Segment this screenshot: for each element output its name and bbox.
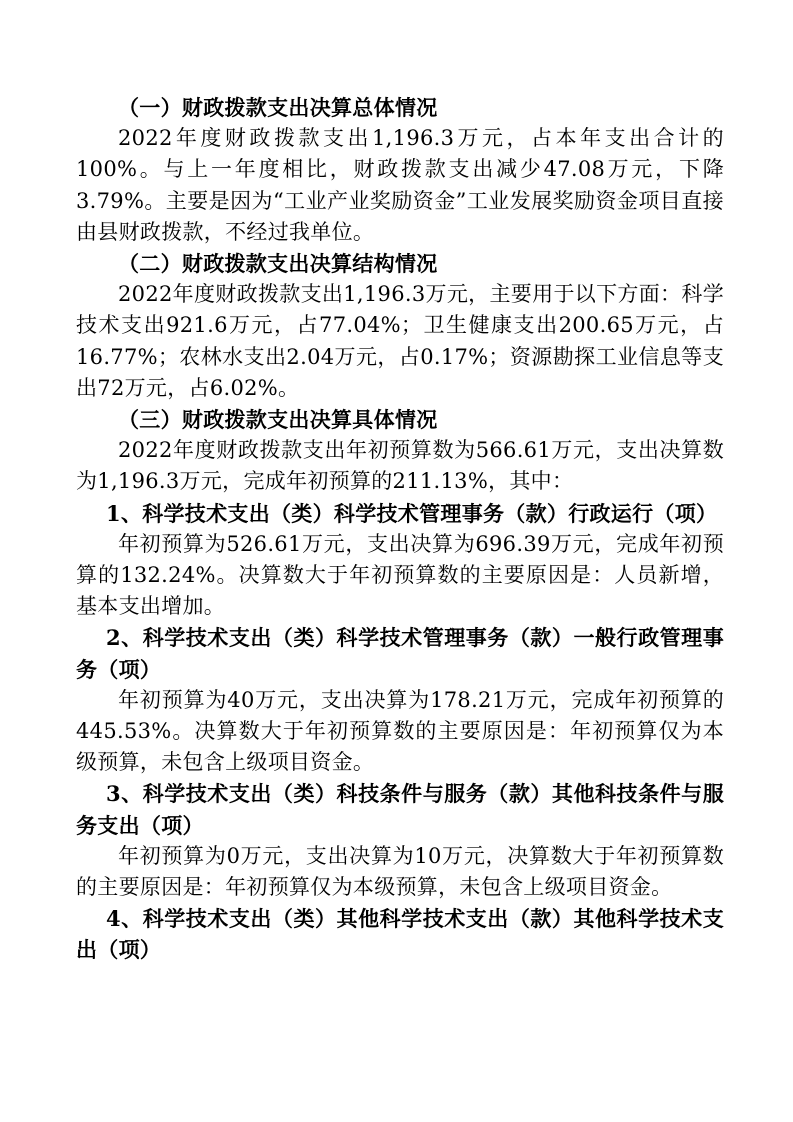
section-paragraph-overall: 2022年度财政拨款支出1,196.3万元，占本年支出合计的100%。与上一年度相比，财政拨款支出减少47.08万元，下降3.79%。主要是因为“工业产业奖励资金”工业发展奖励资金项目直接由县财政拨款，不经过我单位。 — [76, 126, 724, 244]
section-paragraph-details: 2022年度财政拨款支出年初预算数为566.61万元，支出决算数为1,196.3万元，完成年初预算的211.13%，其中： — [76, 438, 724, 494]
document-page — [76, 92, 724, 966]
section-paragraph-structure: 2022年度财政拨款支出1,196.3万元，主要用于以下方面：科学技术支出921.6万元，占77.04%；卫生健康支出200.65万元，占16.77%；农林水支出2.04万元，占0.17%；资源勘探工业信息等支出72万元，占6.02%。 — [76, 282, 724, 400]
section-heading-overall: （一）财政拨款支出决算总体情况 — [118, 95, 438, 120]
section-heading-details: （三）财政拨款支出决算具体情况 — [118, 407, 438, 433]
item-heading-3: 3、科学技术支出（类）科技条件与服务（款）其他科技条件与服务支出（项） — [76, 781, 724, 838]
item-heading-4: 4、科学技术支出（类）其他科学技术支出（款）其他科学技术支出（项） — [76, 906, 724, 963]
item-paragraph-3: 年初预算为0万元，支出决算为10万元，决算数大于年初预算数的主要原因是：年初预算仅为本级预算，未包含上级项目资金。 — [76, 843, 724, 900]
section-heading-structure: （二）财政拨款支出决算结构情况 — [118, 251, 438, 277]
item-heading-2: 2、科学技术支出（类）科学技术管理事务（款）一般行政管理事务（项） — [76, 625, 724, 682]
item-paragraph-1: 年初预算为526.61万元，支出决算为696.39万元，完成年初预算的132.24%。决算数大于年初预算数的主要原因是：人员新增，基本支出增加。 — [76, 531, 724, 619]
item-heading-1: 1、科学技术支出（类）科学技术管理事务（款）行政运行（项） — [106, 500, 718, 526]
item-paragraph-2: 年初预算为40万元，支出决算为178.21万元，完成年初预算的445.53%。决算数大于年初预算数的主要原因是：年初预算仅为本级预算，未包含上级项目资金。 — [76, 687, 724, 775]
